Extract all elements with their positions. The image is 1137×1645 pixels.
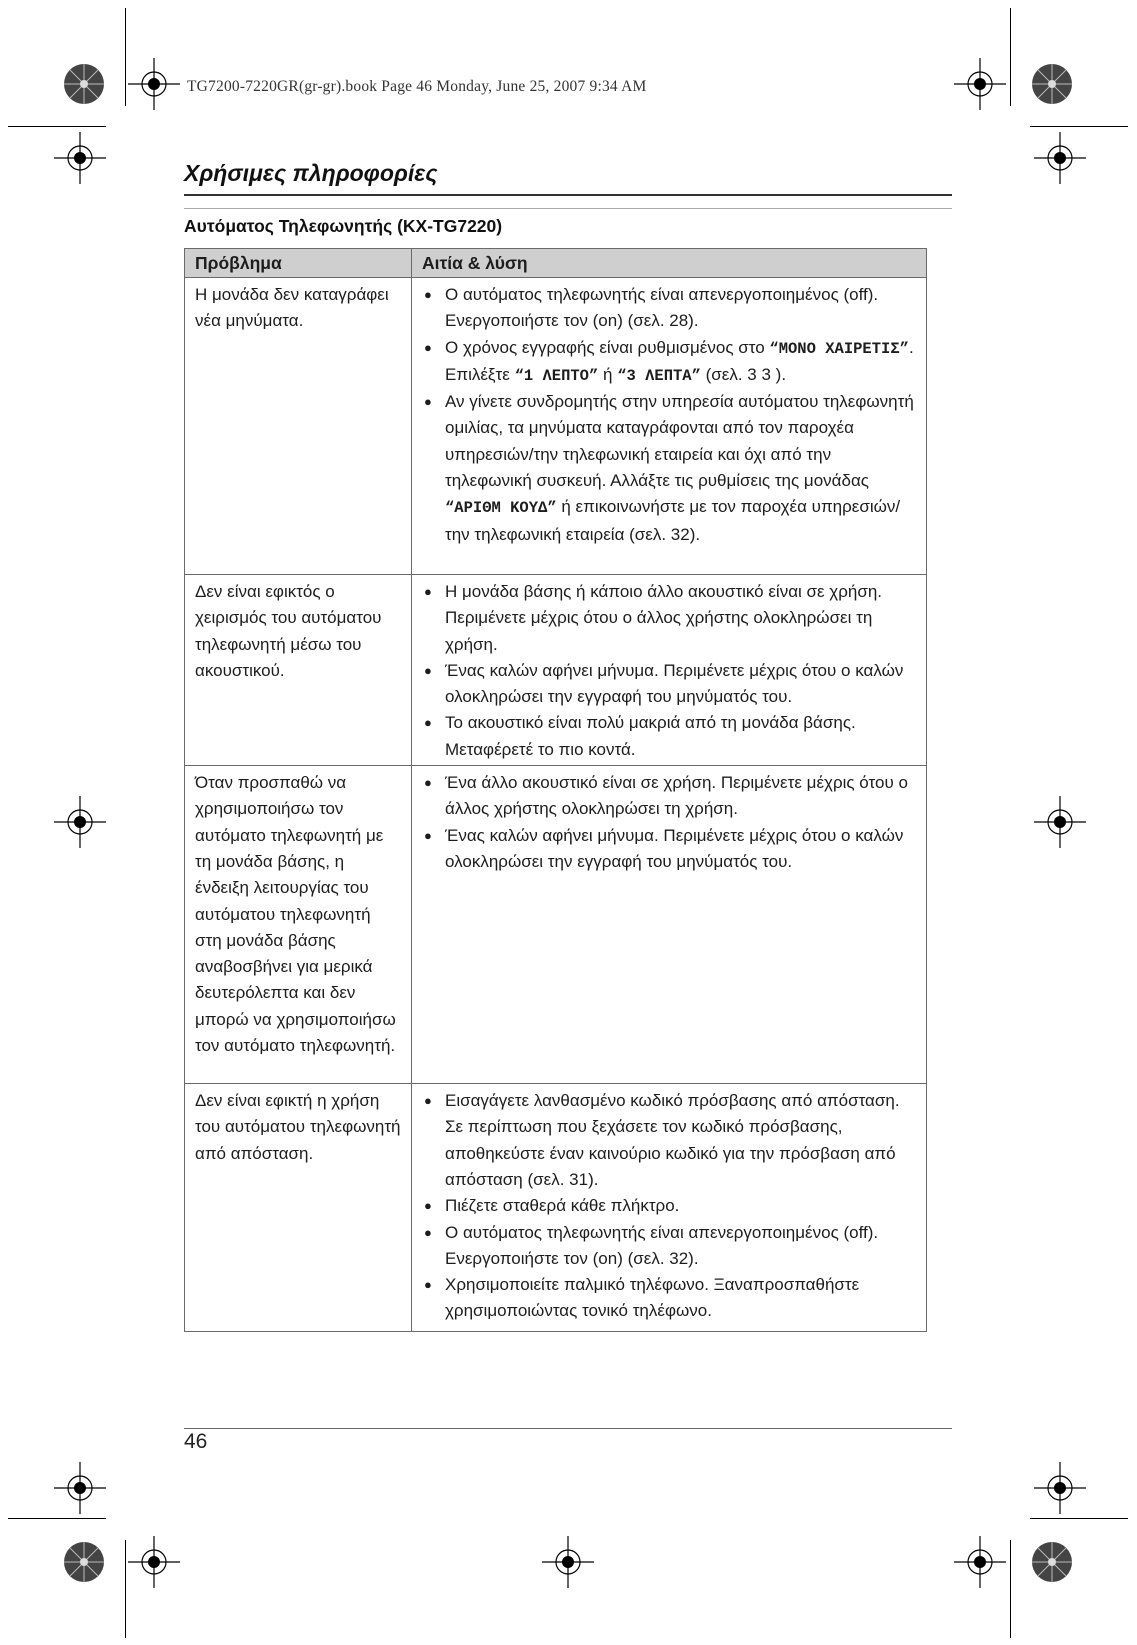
list-item: ● Ένα άλλο ακουστικό είναι σε χρήση. Περιμένετε μέχρις ότου ο άλλος χρήστης ολοκληρώσει τη χρήση. (422, 770, 916, 823)
table-row (185, 575, 927, 766)
lcd-text: “3 ΛΕΠΤΑ” (617, 366, 701, 385)
cause-cell (412, 575, 927, 766)
crop-mark (8, 126, 106, 127)
list-item: ● Χρησιμοποιείτε παλμικό τηλέφωνο. Ξαναπροσπαθήστε χρησιμοποιώντας τονικό τηλέφωνο. (422, 1272, 916, 1325)
table-row (185, 1084, 927, 1332)
column-header-problem: Πρόβλημα (185, 249, 412, 278)
registration-crosshair-icon (128, 58, 180, 110)
list-item: ● Ένας καλών αφήνει μήνυμα. Περιμένετε μέχρις ότου ο καλών ολοκληρώσει την εγγραφή του μηνύματός του. (422, 823, 916, 876)
crop-mark (1030, 1518, 1128, 1519)
cause-cell (412, 1084, 927, 1332)
crop-mark (125, 1540, 126, 1638)
registration-crosshair-icon (1034, 796, 1086, 848)
list-item: ● Το ακουστικό είναι πολύ μακριά από τη μονάδα βάσης. Μεταφέρετέ το πιο κοντά. (422, 710, 916, 763)
registration-crosshair-icon (1034, 1462, 1086, 1514)
registration-crosshair-icon (54, 132, 106, 184)
section-title: Χρήσιμες πληροφορίες (184, 160, 438, 186)
crop-mark (1010, 1540, 1011, 1638)
crop-mark (125, 8, 126, 106)
list-item: ● Η μονάδα βάσης ή κάποιο άλλο ακουστικό είναι σε χρήση. Περιμένετε μέχρις ότου ο άλλος χρήστης ολοκληρώσει τη χρήση. (422, 579, 916, 658)
list-item: ● Εισαγάγετε λανθασμένο κωδικό πρόσβασης από απόσταση. Σε περίπτωση που ξεχάσετε τον κωδικό πρόσβασης, αποθηκεύστε έναν καινούριο κωδικό για την πρόσβαση από απόσταση (σελ. 31). (422, 1088, 916, 1193)
troubleshooting-table (184, 248, 927, 1332)
registration-crosshair-icon (954, 1536, 1006, 1588)
registration-crosshair-icon (542, 1536, 594, 1588)
problem-cell: Δεν είναι εφικτή η χρήση του αυτόματου τηλεφωνητή από απόσταση. (185, 1084, 412, 1332)
registration-crosshair-icon (54, 796, 106, 848)
list-item: ● Ο αυτόματος τηλεφωνητής είναι απενεργοποιημένος (off). Ενεργοποιήστε τον (on) (σελ. 32). (422, 1220, 916, 1273)
registration-crosshair-icon (128, 1536, 180, 1588)
problem-cell: Δεν είναι εφικτός ο χειρισμός του αυτόματου τηλεφωνητή μέσω του ακουστικού. (185, 575, 412, 766)
cause-list (422, 770, 916, 875)
section-title-rule-thin (184, 208, 952, 209)
list-item: ● Ο χρόνος εγγραφής είναι ρυθμισμένος στο “ΜΟΝΟ ΧΑΙΡΕΤΙΣ”. Επιλέξτε “1 ΛΕΠΤΟ” ή “3 ΛΕΠΤΑ” (σελ. 3 3 ). (422, 335, 916, 390)
list-item: ● Ο αυτόματος τηλεφωνητής είναι απενεργοποιημένος (off). Ενεργοποιήστε τον (on) (σελ. 28). (422, 282, 916, 335)
table-header-row (185, 249, 927, 278)
crop-mark (8, 1518, 106, 1519)
crop-mark (1010, 8, 1011, 106)
registration-target-icon (1030, 1540, 1074, 1584)
registration-crosshair-icon (1034, 132, 1086, 184)
registration-target-icon (1030, 62, 1074, 106)
registration-crosshair-icon (54, 1462, 106, 1514)
registration-target-icon (62, 1540, 106, 1584)
section-title-rule (184, 194, 952, 196)
cause-cell (412, 766, 927, 1084)
cause-cell (412, 278, 927, 575)
table-row (185, 278, 927, 575)
problem-cell: Η μονάδα δεν καταγράφει νέα μηνύματα. (185, 278, 412, 575)
registration-target-icon (62, 62, 106, 106)
list-item: ● Ένας καλών αφήνει μήνυμα. Περιμένετε μέχρις ότου ο καλών ολοκληρώσει την εγγραφή του μηνύματός του. (422, 658, 916, 711)
list-item: ● Αν γίνετε συνδρομητής στην υπηρεσία αυτόματου τηλεφωνητή ομιλίας, τα μηνύματα καταγράφονται από τον παροχέα υπηρεσιών/την τηλεφωνική εταιρεία και όχι από την τηλεφωνική συσκευή. Αλλάξτε τις ρυθμίσεις της μονάδας “ΑΡΙΘΜ ΚΟΥΔ” ή επικοινωνήστε με τον παροχέα υπηρεσιών/την τηλεφωνική εταιρεία (σελ. 32). (422, 389, 916, 548)
footer-rule (184, 1428, 952, 1429)
registration-crosshair-icon (954, 58, 1006, 110)
lcd-text: “ΑΡΙΘΜ ΚΟΥΔ” (445, 499, 557, 518)
print-header-line: TG7200-7220GR(gr-gr).book Page 46 Monday, June 25, 2007 9:34 AM (187, 78, 647, 95)
page-number: 46 (184, 1430, 208, 1453)
list-item: ● Πιέζετε σταθερά κάθε πλήκτρο. (422, 1193, 916, 1219)
table-subtitle: Αυτόματος Τηλεφωνητής (KX-TG7220) (184, 216, 503, 236)
column-header-cause: Αιτία & λύση (412, 249, 927, 278)
lcd-text: “1 ΛΕΠΤΟ” (514, 366, 599, 385)
cause-list (422, 1088, 916, 1325)
cause-list (422, 282, 916, 548)
table-row (185, 766, 927, 1084)
cause-list (422, 579, 916, 763)
lcd-text: “ΜΟΝΟ ΧΑΙΡΕΤΙΣ” (769, 339, 909, 358)
crop-mark (1030, 126, 1128, 127)
problem-cell: Όταν προσπαθώ να χρησιμοποιήσω τον αυτόματο τηλεφωνητή με τη μονάδα βάσης, η ένδειξη λειτουργίας του αυτόματου τηλεφωνητή στη μονάδα βάσης αναβοσβήνει για μερικά δευτερόλεπτα και δεν μπορώ να χρησιμοποιήσω τον αυτόματο τηλεφωνητή. (185, 766, 412, 1084)
